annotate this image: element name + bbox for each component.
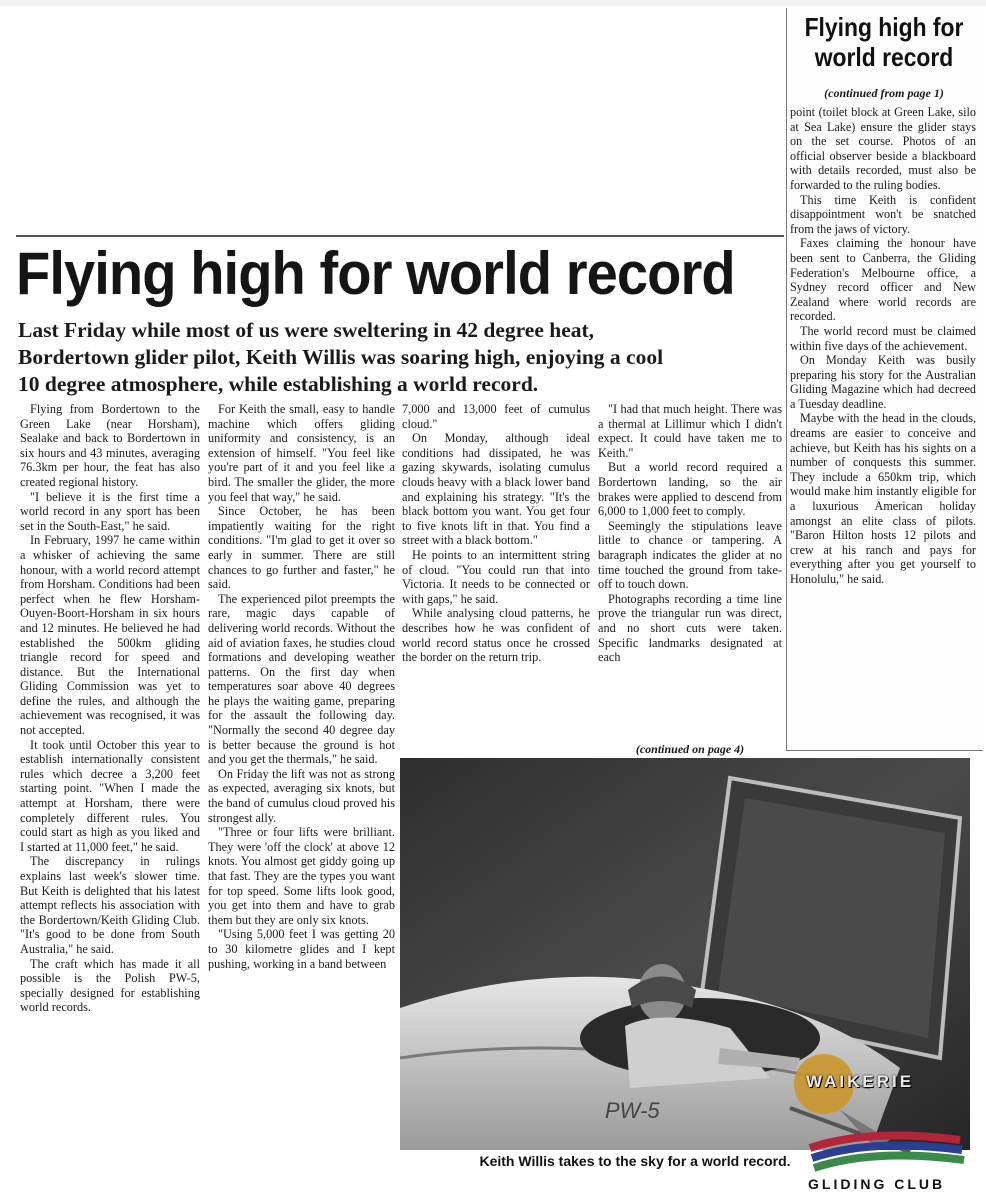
article-paragraph: But a world record required a Bordertown landing, so the air brakes were applied to descend from 6,000 to 1,000 feet to comply.	[598, 460, 782, 519]
article-paragraph: 7,000 and 13,000 feet of cumulus cloud."	[402, 402, 590, 431]
article-paragraph: On Friday the lift was not as strong as expected, averaging six knots, but the band of cumulus cloud proved his strongest ally.	[208, 766, 395, 825]
article-paragraph: "I had that much height. There was a thermal at Lillimur which I didn't expect. It could have taken me to Keith."	[598, 402, 782, 460]
sidebar-title: Flying high for world record	[804, 12, 964, 72]
sidebar-paragraph: This time Keith is confident disappointment won't be snatched from the jaws of victory.	[790, 192, 976, 236]
article-paragraph: While analysing cloud patterns, he describes how he was confident of world record status once he crossed the border on the return trip.	[402, 606, 590, 665]
sidebar-paragraph: On Monday Keith was busily preparing his story for the Australian Gliding Magazine which had decreed a Tuesday deadline.	[790, 353, 976, 411]
article-subheading	[18, 317, 786, 398]
article-paragraph: Flying from Bordertown to the Green Lake (near Horsham), Sealake and back to Bordertown in six hours and 43 minutes, averaging 76.3km per hour, the feat has also created regional history.	[20, 402, 200, 489]
sidebar-continued-note: (continued from page 1)	[824, 86, 944, 100]
article-paragraph: It took until October this year to establish internationally consistent rules which decree a 3,200 feet starting point. "When I made the attempt at Horsham, there were completely different rules. You could start as high as you liked and I started at 11,000 feet," he said.	[20, 737, 200, 854]
sidebar-body	[790, 105, 976, 587]
article-paragraph: He points to an intermittent string of cloud. "You could run that into Victoria. It needs to be connected or with gaps," he said.	[402, 547, 590, 606]
photo-caption: Keith Willis takes to the sky for a world record.	[479, 1153, 791, 1169]
clipping-edge	[0, 0, 986, 6]
article-paragraph: "Using 5,000 feet I was getting 20 to 30 kilometre glides and I kept pushing, working in a band between	[208, 927, 395, 971]
subheading-line: 10 degree atmosphere, while establishing a world record.	[18, 372, 539, 396]
article-paragraph: On Monday, although ideal conditions had dissipated, he was gazing skywards, isolating cumulus clouds heavy with a black lower band and explaining his strategy. "It's the black bottom you want. You get four to five knots lift in that. You find a street with a black bottom."	[402, 431, 590, 548]
article-paragraph: In February, 1997 he came within a whisker of achieving the same honour, with a world record attempt from Horsham. Conditions had been perfect when he flew Horsham-Ouyen-Boort-Horsham in six hours and 12 minutes. He believed he had established the 500km gliding triangle record for speed and distance. But the International Gliding Commission was yet to define the rules, and although the achievement was recognised, it was not accepted.	[20, 533, 200, 738]
article-paragraph: The discrepancy in rulings explains last week's slower time. But Keith is delighted that his latest attempt reflects his association with the Bordertown/Keith Gliding Club. "It's good to be done from South Australia," he said.	[20, 854, 200, 956]
sidebar-paragraph: point (toilet block at Green Lake, silo at Sea Lake) ensure the glider stays on the set course. Photos of an official observer beside a blackboard with details recorded, must also be forwarded to the ruling bodies.	[790, 105, 976, 192]
article-paragraph: Seemingly the stipulations leave little to chance or tampering. A baragraph indicates the glider at no time touched the ground from take-off to touch down.	[598, 518, 782, 592]
article-paragraph: For Keith the small, easy to handle machine which offers gliding uniformity and consistency, is an extension of himself. "You feel like you're part of it and you feel like a bird. The smaller the glider, the more you feel that way," he said.	[208, 402, 395, 504]
article-paragraph: "Three or four lifts were brilliant. They were 'off the clock' at above 12 knots. You almost get giddy going up that fast. They are the types you want for top speed. Some lifts look good, you get into them and have to grab them but they are only six knots.	[208, 825, 395, 927]
sidebar-paragraph: The world record must be claimed within five days of the achievement.	[790, 323, 976, 353]
sidebar-paragraph: Faxes claiming the honour have been sent to Canberra, the Gliding Federation's Melbourne office, a Sydney record officer and New Zealand where world records are recorded.	[790, 236, 976, 324]
article-paragraph: Photographs recording a time line prove the triangular run was direct, and no short cuts were taken. Specific landmarks designated at each	[598, 591, 782, 665]
article-headline: Flying high for world record	[16, 240, 735, 307]
article-column-2	[208, 402, 395, 971]
headline-rule	[16, 235, 784, 237]
article-paragraph: The craft which has made it all possible is the Polish PW-5, specially designed for establishing world records.	[20, 956, 200, 1015]
subheading-line: Last Friday while most of us were sweltering in 42 degree heat,	[18, 318, 595, 342]
fuselage-marking: PW-5	[605, 1098, 660, 1123]
logo-subtitle: GLIDING CLUB	[808, 1176, 946, 1192]
article-column-1	[20, 402, 200, 1015]
article-paragraph: Since October, he has been impatiently waiting for the right conditions. "I'm glad to get it over so early in summer. There are still chances to go further and faster," he said.	[208, 504, 395, 592]
article-column-4	[598, 402, 782, 665]
logo-name: WAIKERIE	[806, 1072, 915, 1091]
article-paragraph: "I believe it is the first time a world record in any sport has been set in the South-East," he said.	[20, 489, 200, 533]
club-logo	[780, 1040, 980, 1190]
sidebar-paragraph: Maybe with the head in the clouds, dreams are easier to conceive and achieve, but Keith has his sights on a number of conquests this summer. They include a 650km trip, which would make him instantly eligible for a luxurious American holiday amongst an elite class of pilots. "Baron Hilton hosts 12 pilots and crew at his ranch and pays for everything after you get yourself to Honolulu," he said.	[790, 411, 976, 586]
article-paragraph: The experienced pilot preempts the rare, magic days capable of delivering world records. Without the aid of aviation faxes, he studies cloud formations and developing weather patterns. On the first day when temperatures soar above 40 degrees he plays the waiting game, preparing for the assault the following day. "Normally the second 40 degree day is better because the ground is hot and you get the thermals," he said.	[208, 591, 395, 767]
article-column-3	[402, 402, 590, 665]
subheading-line: Bordertown glider pilot, Keith Willis was soaring high, enjoying a cool	[18, 345, 664, 369]
continued-on-note: (continued on page 4)	[635, 742, 745, 756]
